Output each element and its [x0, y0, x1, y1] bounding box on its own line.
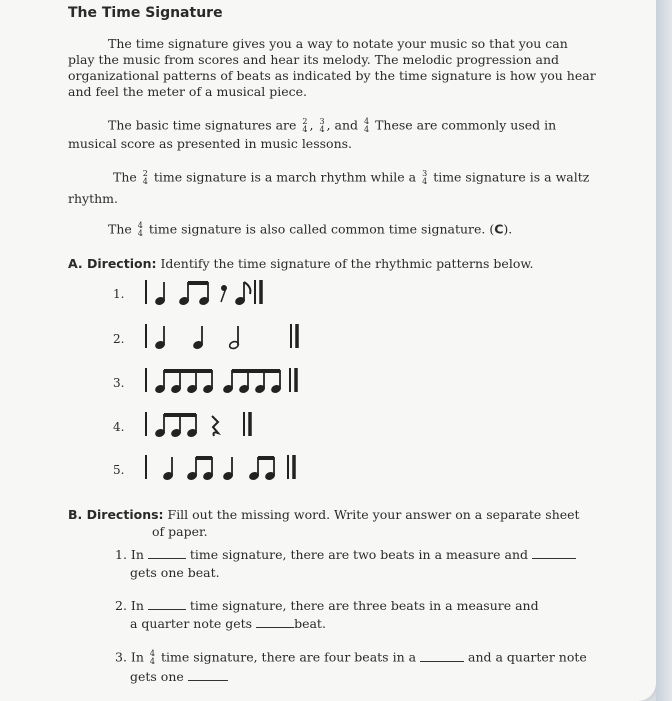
- time-signature-2-4: 2 4: [142, 169, 148, 186]
- common-time-line: The 4 4 time signature is also called common time signature. (C).: [108, 221, 513, 238]
- intro-line-1: The time signature gives you a way to notate your music so that you can: [108, 36, 568, 51]
- basic-line-2: musical score as presented in music lessons.: [68, 136, 353, 151]
- basic-lead: The basic time signatures are: [108, 117, 297, 133]
- answer-blank: [188, 670, 228, 681]
- page-title: The Time Signature: [68, 5, 223, 21]
- rhythm-pattern-3: [140, 366, 320, 396]
- question-1: 1. In time signature, there are two beats in a measure and: [115, 548, 576, 562]
- time-signature-3-4: 3 4: [422, 169, 428, 186]
- page-edge: [656, 0, 672, 701]
- answer-blank: [420, 651, 464, 662]
- question-3-line-2: gets one: [130, 670, 228, 684]
- question-2: 2. In time signature, there are three beats in a measure and: [115, 598, 539, 613]
- intro-line-4: and feel the meter of a musical piece.: [68, 84, 307, 99]
- answer-blank: [532, 548, 576, 559]
- section-b-text: Fill out the missing word. Write your answer on a separate sheet: [167, 507, 580, 522]
- intro-line-2: play the music from scores and hear its melody. The melodic progression and: [68, 52, 560, 67]
- rhythm-pattern-5: [140, 453, 320, 483]
- basic-signatures-line: The basic time signatures are 2 4 , 3 4 , and 4 4 These are commonly used in: [108, 117, 557, 134]
- time-signature-2-4: 2 4: [302, 117, 308, 134]
- question-2-line-2: a quarter note gets beat.: [130, 616, 326, 631]
- question-3: 3. In 4 4 time signature, there are four beats in a and a quarter note: [115, 649, 587, 666]
- march-line: The 2 4 time signature is a march rhythm while a 3 4 time signature is a waltz: [113, 169, 590, 186]
- section-b-label: B. Directions:: [68, 507, 164, 522]
- time-signature-3-4: 3 4: [319, 117, 325, 134]
- rhythm-number-3: 3.: [113, 376, 125, 390]
- rhythm-number-1: 1.: [113, 287, 125, 301]
- rhythm-number-4: 4.: [113, 420, 125, 434]
- rhythm-pattern-1: [140, 278, 300, 308]
- rhythm-number-2: 2.: [113, 332, 125, 346]
- section-a-text: Identify the time signature of the rhythmic patterns below.: [160, 256, 534, 271]
- time-signature-4-4: 4 4: [137, 221, 143, 238]
- section-a-direction: [68, 257, 534, 271]
- section-b-direction: [68, 508, 580, 522]
- section-b-text-2: of paper.: [152, 524, 208, 539]
- common-time-symbol: C: [494, 221, 504, 237]
- time-signature-4-4: 4 4: [363, 117, 370, 134]
- rhythm-pattern-4: [140, 410, 280, 440]
- intro-line-3: organizational patterns of beats as indicated by the time signature is how you hear: [68, 68, 596, 83]
- answer-blank: [148, 548, 186, 559]
- answer-blank: [148, 599, 186, 610]
- section-a-label: A. Direction:: [68, 256, 157, 271]
- basic-rest: These are commonly used in: [375, 117, 557, 133]
- rhythm-number-5: 5.: [113, 463, 125, 477]
- march-line-2: rhythm.: [68, 191, 118, 206]
- rhythm-pattern-2: [140, 322, 320, 352]
- answer-blank: [256, 617, 294, 628]
- time-signature-4-4: 4 4: [149, 649, 155, 666]
- question-1-line-2: gets one beat.: [130, 565, 220, 580]
